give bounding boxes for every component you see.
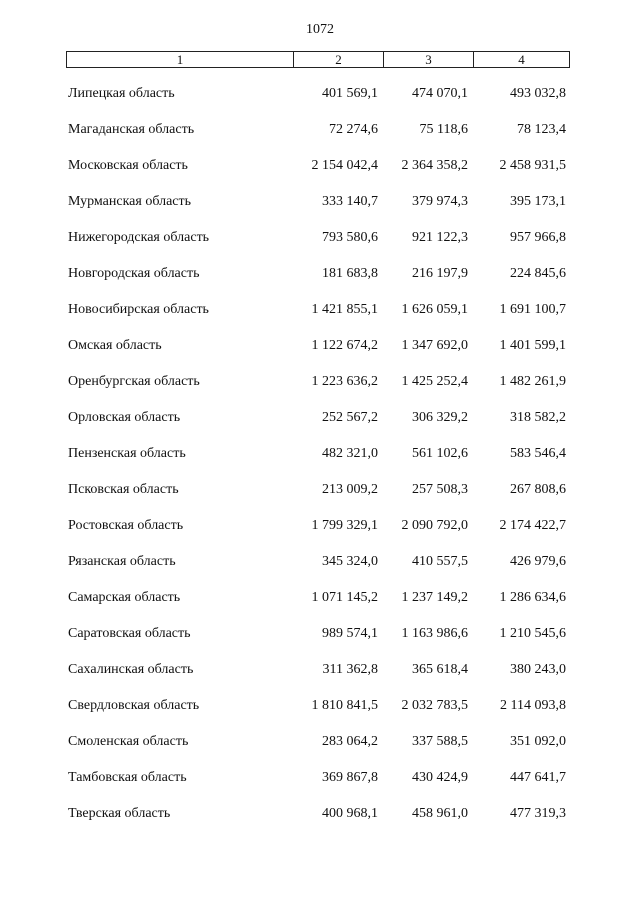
region-name: Псковская область bbox=[68, 482, 179, 497]
value-column-3: 2 090 792,0 bbox=[401, 518, 468, 533]
value-column-3: 1 163 986,6 bbox=[401, 626, 468, 641]
region-name: Новосибирская область bbox=[68, 302, 209, 317]
table-row bbox=[0, 733, 640, 769]
table-row bbox=[0, 301, 640, 337]
value-column-4: 447 641,7 bbox=[510, 770, 566, 785]
region-name: Оренбургская область bbox=[68, 374, 200, 389]
value-column-3: 921 122,3 bbox=[412, 230, 468, 245]
table-row bbox=[0, 589, 640, 625]
value-column-4: 1 401 599,1 bbox=[499, 338, 566, 353]
value-column-2: 213 009,2 bbox=[322, 482, 378, 497]
table-row bbox=[0, 85, 640, 121]
table-row bbox=[0, 445, 640, 481]
table-row bbox=[0, 337, 640, 373]
value-column-4: 351 092,0 bbox=[510, 734, 566, 749]
value-column-2: 311 362,8 bbox=[322, 662, 378, 677]
value-column-4: 583 546,4 bbox=[510, 446, 566, 461]
value-column-2: 400 968,1 bbox=[322, 806, 378, 821]
region-name: Липецкая область bbox=[68, 86, 175, 101]
region-name: Смоленская область bbox=[68, 734, 189, 749]
table-row bbox=[0, 373, 640, 409]
region-name: Тверская область bbox=[68, 806, 171, 821]
page-number: 1072 bbox=[306, 22, 334, 37]
value-column-2: 1 122 674,2 bbox=[311, 338, 378, 353]
value-column-4: 1 210 545,6 bbox=[499, 626, 566, 641]
value-column-2: 333 140,7 bbox=[322, 194, 378, 209]
value-column-2: 1 799 329,1 bbox=[311, 518, 378, 533]
region-name: Магаданская область bbox=[68, 122, 195, 137]
table-row bbox=[0, 517, 640, 553]
table-row bbox=[0, 121, 640, 157]
value-column-3: 2 032 783,5 bbox=[401, 698, 468, 713]
region-name: Рязанская область bbox=[68, 554, 176, 569]
value-column-3: 1 626 059,1 bbox=[401, 302, 468, 317]
region-name: Орловская область bbox=[68, 410, 181, 425]
region-name: Свердловская область bbox=[68, 698, 200, 713]
value-column-2: 2 154 042,4 bbox=[311, 158, 378, 173]
value-column-3: 561 102,6 bbox=[412, 446, 468, 461]
value-column-3: 257 508,3 bbox=[412, 482, 468, 497]
table-row bbox=[0, 625, 640, 661]
table-row bbox=[0, 805, 640, 841]
region-name: Саратовская область bbox=[68, 626, 191, 641]
region-name: Омская область bbox=[68, 338, 162, 353]
value-column-3: 337 588,5 bbox=[412, 734, 468, 749]
value-column-3: 458 961,0 bbox=[412, 806, 468, 821]
column-header-2: 2 bbox=[294, 52, 384, 67]
value-column-2: 1 810 841,5 bbox=[311, 698, 378, 713]
value-column-2: 181 683,8 bbox=[322, 266, 378, 281]
value-column-3: 306 329,2 bbox=[412, 410, 468, 425]
table-row bbox=[0, 409, 640, 445]
table-row bbox=[0, 229, 640, 265]
table-row bbox=[0, 157, 640, 193]
region-name: Московская область bbox=[68, 158, 188, 173]
region-name: Нижегородская область bbox=[68, 230, 210, 245]
value-column-4: 957 966,8 bbox=[510, 230, 566, 245]
value-column-2: 482 321,0 bbox=[322, 446, 378, 461]
value-column-4: 426 979,6 bbox=[510, 554, 566, 569]
value-column-2: 252 567,2 bbox=[322, 410, 378, 425]
value-column-2: 369 867,8 bbox=[322, 770, 378, 785]
value-column-3: 216 197,9 bbox=[412, 266, 468, 281]
value-column-4: 267 808,6 bbox=[510, 482, 566, 497]
value-column-3: 1 237 149,2 bbox=[401, 590, 468, 605]
table-body bbox=[0, 85, 640, 841]
value-column-4: 2 114 093,8 bbox=[500, 698, 566, 713]
value-column-4: 477 319,3 bbox=[510, 806, 566, 821]
value-column-3: 430 424,9 bbox=[412, 770, 468, 785]
table-row bbox=[0, 265, 640, 301]
region-name: Новгородская область bbox=[68, 266, 200, 281]
value-column-3: 2 364 358,2 bbox=[401, 158, 468, 173]
table-row bbox=[0, 661, 640, 697]
value-column-3: 1 425 252,4 bbox=[401, 374, 468, 389]
value-column-3: 1 347 692,0 bbox=[401, 338, 468, 353]
value-column-4: 2 458 931,5 bbox=[499, 158, 566, 173]
table-row bbox=[0, 553, 640, 589]
region-name: Тамбовская область bbox=[68, 770, 187, 785]
table-row bbox=[0, 769, 640, 805]
value-column-4: 493 032,8 bbox=[510, 86, 566, 101]
column-header-1: 1 bbox=[67, 52, 294, 67]
value-column-2: 989 574,1 bbox=[322, 626, 378, 641]
table-header bbox=[66, 51, 570, 68]
value-column-3: 75 118,6 bbox=[419, 122, 468, 137]
value-column-2: 283 064,2 bbox=[322, 734, 378, 749]
value-column-2: 793 580,6 bbox=[322, 230, 378, 245]
value-column-4: 318 582,2 bbox=[510, 410, 566, 425]
value-column-4: 1 286 634,6 bbox=[499, 590, 566, 605]
table-row bbox=[0, 481, 640, 517]
value-column-4: 380 243,0 bbox=[510, 662, 566, 677]
value-column-2: 1 421 855,1 bbox=[311, 302, 378, 317]
value-column-4: 2 174 422,7 bbox=[499, 518, 566, 533]
value-column-3: 379 974,3 bbox=[412, 194, 468, 209]
table-row bbox=[0, 697, 640, 733]
value-column-3: 474 070,1 bbox=[412, 86, 468, 101]
value-column-2: 345 324,0 bbox=[322, 554, 378, 569]
value-column-2: 1 223 636,2 bbox=[311, 374, 378, 389]
value-column-3: 365 618,4 bbox=[412, 662, 468, 677]
value-column-4: 1 482 261,9 bbox=[499, 374, 566, 389]
value-column-4: 1 691 100,7 bbox=[499, 302, 566, 317]
column-header-4: 4 bbox=[518, 52, 525, 67]
table-row bbox=[0, 193, 640, 229]
value-column-2: 401 569,1 bbox=[322, 86, 378, 101]
region-name: Сахалинская область bbox=[68, 662, 194, 677]
region-name: Самарская область bbox=[68, 590, 181, 605]
column-header-3: 3 bbox=[384, 52, 474, 67]
value-column-3: 410 557,5 bbox=[412, 554, 468, 569]
value-column-4: 395 173,1 bbox=[510, 194, 566, 209]
value-column-4: 78 123,4 bbox=[517, 122, 566, 137]
region-name: Мурманская область bbox=[68, 194, 192, 209]
value-column-4: 224 845,6 bbox=[510, 266, 566, 281]
value-column-2: 1 071 145,2 bbox=[311, 590, 378, 605]
region-name: Пензенская область bbox=[68, 446, 186, 461]
value-column-2: 72 274,6 bbox=[329, 122, 378, 137]
region-name: Ростовская область bbox=[68, 518, 184, 533]
